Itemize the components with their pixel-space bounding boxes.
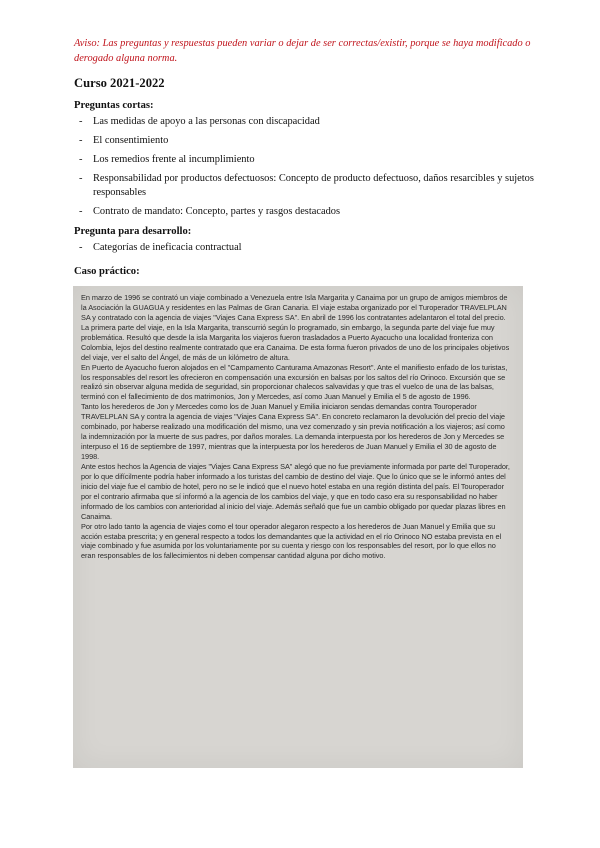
- case-paragraph: En Puerto de Ayacucho fueron alojados en el "Campamento Canturama Amazonas Resort". Ante el manifiesto enfado de los turistas, los responsables del resort les ofrecieron en compensación una excursión en balsas por los saltos del río Orinoco. Excursión que se realizó sin observar alguna medida de seguridad, sin proporcionar chalecos salvavidas y que tras el vuelco de una de las balsas, terminó con el fallecimiento de dos matrimonios, Jon y Mercedes, así como Juan Manuel y Emilia el 5 de agosto de 1996.: [81, 362, 508, 402]
- list-item: - Los remedios frente al incumplimiento: [74, 153, 544, 167]
- development-question-list: [74, 241, 544, 260]
- list-item: - Responsabilidad por productos defectuosos: Concepto de producto defectuoso, daños resarcibles y sujetos responsables: [74, 172, 544, 200]
- case-paragraph: La primera parte del viaje, en la Isla Margarita, transcurrió según lo programado, sin embargo, la segunda parte del viaje fue muy problemática. Resultó que desde la isla Margarita los viajeros fueron trasladados a Puerto Ayacucho una localidad fronteriza con Colombia, lejos del destino realmente contratado que era Canaima. De esta forma fueron privados de uno de los principales objetivos del viaje, ver el salto del Ángel, de más de un kilómetro de altura.: [81, 322, 510, 362]
- list-item: - El consentimiento: [74, 134, 544, 148]
- case-study-scan: [73, 286, 523, 768]
- case-study-heading: Caso práctico:: [74, 266, 140, 277]
- list-item: - Las medidas de apoyo a las personas con discapacidad: [74, 115, 544, 129]
- case-paragraph: En marzo de 1996 se contrató un viaje combinado a Venezuela entre Isla Margarita y Canaima por un grupo de amigos miembros de la Asociación la GUAGUA y residentes en las Palmas de Gran Canaria. El viaje estaba organizado por el Turoperador TRAVELPLAN SA y contratado con la agencia de viajes "Viajes Cana Express SA". En abril de 1996 los contratantes adelantaron el total del precio.: [81, 293, 508, 322]
- list-item: - Contrato de mandato: Concepto, partes y rasgos destacados: [74, 205, 544, 219]
- development-question-heading: Pregunta para desarrollo:: [74, 226, 192, 237]
- case-study-text: [81, 293, 511, 561]
- short-questions-list: [74, 115, 544, 224]
- case-paragraph: Por otro lado tanto la agencia de viajes como el tour operador alegaron respecto a los herederos de Juan Manuel y Emilia que su acción estaba prescrita; y en general respecto a todos los demandantes que la actividad en el río Orinoco NO estaba prevista en el viaje combinado y fue asumida por los voluntariamente por su cuenta y riesgo con los responsables del resort, por lo que ellos no eran responsables de los fallecimientos ni deben compensar cantidad alguna por dicho motivo.: [81, 521, 502, 561]
- case-paragraph: Tanto los herederos de Jon y Mercedes como los de Juan Manuel y Emilia iniciaron sendas demandas contra Touroperador TRAVELPLAN SA y contra la agencia de viajes "Viajes Cana Express SA". En concreto reclamaron la devolución del precio del viaje combinado, por haberse realizado una modificación del mismo, una vez comenzado y sin previa notificación a los viajeros; así como la indemnización por la muerte de sus padres, por daños morales. La demanda interpuesta por los herederos de Jon y Mercedes se interpuso el 16 de septiembre de 1997, mientras que la interpuesta por los herederos de Juan Manuel y Emilia el 30 de agosto de 1998.: [81, 402, 505, 461]
- list-item: - Categorías de ineficacia contractual: [74, 241, 544, 255]
- short-questions-heading: Preguntas cortas:: [74, 100, 154, 111]
- notice-text: Aviso: Las preguntas y respuestas pueden variar o dejar de ser correctas/existir, porque se haya modificado o derogado alguna norma.: [74, 38, 531, 64]
- case-paragraph: Ante estos hechos la Agencia de viajes "Viajes Cana Express SA" alegó que no fue previamente informada por parte del Turoperador, por lo que difícilmente podría haber informado a los turistas del cambio de destino del viaje. Que lo único que se le informó antes del inicio del viaje fue el cambio de hotel, pero no se le indicó que el nuevo hotel estaba en una región distinta del país. El Touroperador por el contrario afirmaba que sí informó a la agencia de los cambios del viaje, y que en todo caso era su responsabilidad no haber informado de los cambios con anterioridad al inicio del viaje. Además señaló que fue un cambio obligado por quedar plazas libres en Canaima.: [81, 461, 510, 521]
- course-title: Curso 2021-2022: [74, 76, 165, 90]
